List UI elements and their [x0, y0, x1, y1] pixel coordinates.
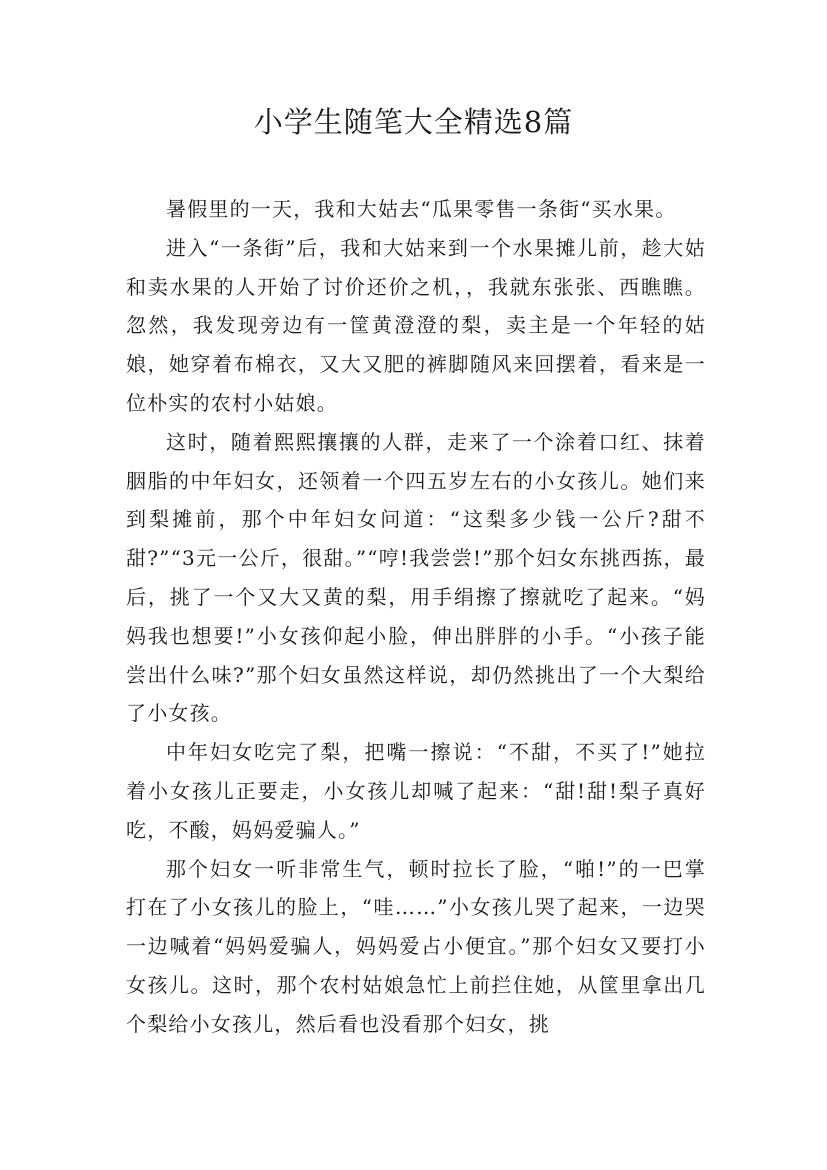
paragraph: 进入“一条街”后，我和大姑来到一个水果摊儿前，趁大姑和卖水果的人开始了讨价还价之机，，我就东张张、西瞧瞧。忽然，我发现旁边有一筐黄澄澄的梨，卖主是一个年轻的姑娘，她穿着布棉衣，又大又肥的裤脚随风来回摆着，看来是一位朴实的农村小姑娘。: [126, 235, 706, 415]
paragraph: 中年妇女吃完了梨，把嘴一擦说：“不甜，不买了!”她拉着小女孩儿正要走，小女孩儿却喊了起来：“甜!甜!梨子真好吃，不酸，妈妈爱骗人。”: [126, 740, 706, 842]
paragraph: 这时，随着熙熙攘攘的人群，走来了一个涂着口红、抹着胭脂的中年妇女，还领着一个四五岁左右的小女孩儿。她们来到梨摊前，那个中年妇女问道：“这梨多少钱一公斤?甜不甜?”“3元一公斤，很甜。”“哼!我尝尝!”那个妇女东挑西拣，最后，挑了一个又大又黄的梨，用手绢擦了擦就吃了起来。“妈妈我也想要!”小女孩仰起小脸，伸出胖胖的小手。“小孩子能尝出什么味?”那个妇女虽然这样说，却仍然挑出了一个大梨给了小女孩。: [126, 429, 706, 726]
document-title: 小学生随笔大全精选8篇: [253, 105, 574, 139]
paragraph: 暑假里的一天，我和大姑去“瓜果零售一条街“买水果。: [166, 197, 677, 221]
document-body: [126, 190, 706, 1044]
paragraph: 那个妇女一听非常生气，顿时拉长了脸，“啪!”的一巴掌打在了小女孩儿的脸上，“哇……”小女孩儿哭了起来，一边哭一边喊着“妈妈爱骗人，妈妈爱占小便宜。”那个妇女又要打小女孩儿。这时，那个农村姑娘急忙上前拦住她，从筐里拿出几个梨给小女孩儿，然后看也没看那个妇女，挑: [126, 856, 706, 1036]
